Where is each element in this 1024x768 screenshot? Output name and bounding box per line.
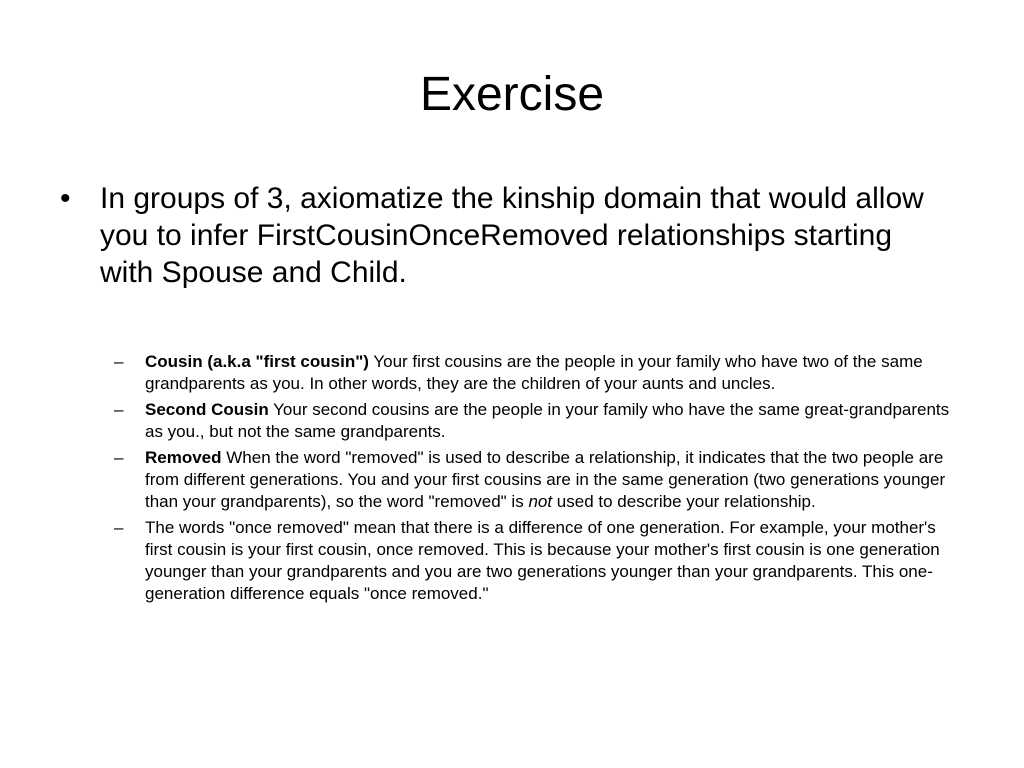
sub-bullet-removed (114, 447, 954, 513)
definition-cousin: Your first cousins are the people in your family who have two of the same grandparents as you. In other words, they are the children of your aunts and uncles. (145, 352, 923, 393)
definition-removed-part2: used to describe your relationship. (552, 492, 816, 511)
term-cousin: Cousin (a.k.a "first cousin") (145, 352, 369, 371)
term-removed: Removed (145, 448, 222, 467)
bullet-marker: • (60, 182, 71, 215)
definition-second-cousin: Your second cousins are the people in your family who have the same great-grandparents as you., but not the same grandparents. (145, 400, 950, 441)
dash-marker: – (114, 400, 124, 419)
main-bullet (60, 180, 940, 291)
term-second-cousin: Second Cousin (145, 400, 269, 419)
sub-bullet-cousin (114, 351, 954, 395)
sub-bullet-list (114, 351, 954, 609)
sub-bullet-second-cousin (114, 399, 954, 443)
dash-marker: – (114, 518, 124, 537)
sub-bullet-text (145, 399, 954, 443)
sub-bullet-once-removed (114, 517, 954, 605)
emphasis-not: not (528, 492, 553, 511)
sub-bullet-text (145, 351, 954, 395)
dash-marker: – (114, 448, 124, 467)
definition-removed-part1: When the word "removed" is used to describe a relationship, it indicates that the two people are from different generations. You and your first cousins are in the same generation (two generations younger than your grandparents), so the word "removed" is (145, 448, 946, 511)
main-bullet-text: In groups of 3, axiomatize the kinship domain that would allow you to infer FirstCousinOnceRemoved relationships starting with Spouse and Child. (100, 182, 924, 289)
dash-marker: – (114, 352, 124, 371)
sub-bullet-text: The words "once removed" mean that there is a difference of one generation. For example, your mother's first cousin is your first cousin, once removed. This is because your mother's first cousin is one generation younger than your grandparents and you are two generations younger than your grandparents. This one-generation difference equals "once removed." (145, 518, 940, 603)
slide-title: Exercise (419, 68, 605, 121)
sub-bullet-text (145, 447, 954, 513)
